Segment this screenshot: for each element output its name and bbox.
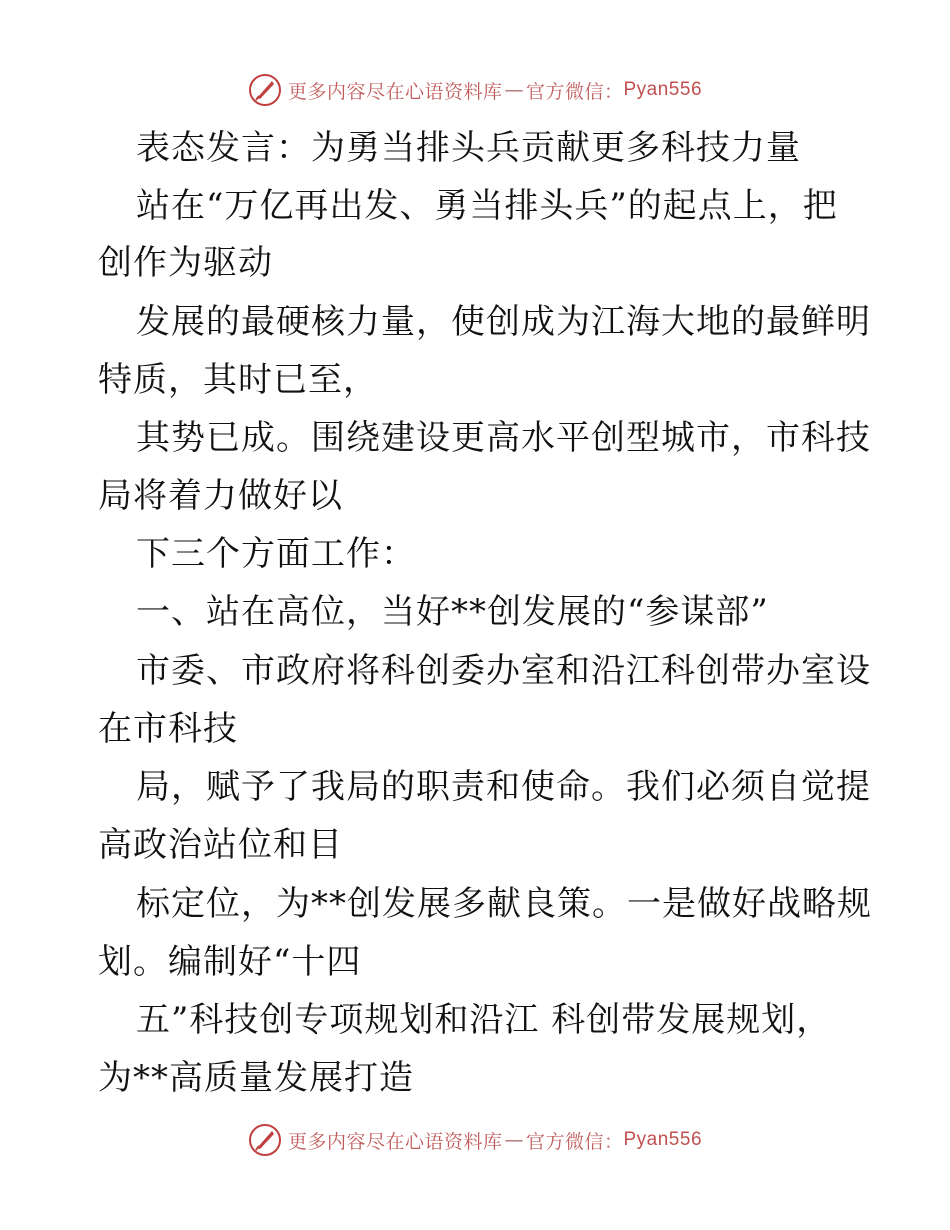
- paragraph-line: 标定位，为**创发展多献良策。一是做好战略规: [136, 884, 872, 924]
- watermark-dash: —: [504, 1129, 524, 1151]
- paragraph-line: 局，赋予了我局的职责和使命。我们必须自觉提: [136, 767, 871, 807]
- paragraph-line: 发展的最硬核力量，使创成为江海大地的最鲜明: [136, 302, 871, 342]
- paragraph-line: 五”科技创专项规划和沿江 科创带发展规划，: [136, 1000, 832, 1040]
- watermark-text: 更多内容尽在心语资料库: [287, 80, 503, 103]
- paragraph-line: 其势已成。围绕建设更高水平创型城市，市科技: [136, 418, 871, 458]
- header-watermark: [0, 72, 950, 108]
- paragraph-line: 市委、市政府将科创委办室和沿江科创带办室设: [136, 651, 871, 691]
- watermark-dash: —: [504, 79, 524, 101]
- feather-pen-icon: [248, 73, 282, 107]
- watermark-label: 官方微信：: [525, 80, 624, 103]
- paragraph-line: 局将着力做好以: [98, 476, 343, 516]
- paragraph-line: 站在“万亿再出发、勇当排头兵”的起点上，把: [136, 186, 838, 226]
- paragraph-line: 创作为驱动: [98, 243, 273, 283]
- watermark-handle: Pyan556: [623, 79, 703, 100]
- section-heading: 一、站在高位，当好**创发展的“参谋部”: [136, 592, 769, 632]
- footer-watermark: [0, 1122, 950, 1158]
- paragraph-line: 为**高质量发展打造: [98, 1058, 414, 1098]
- paragraph-line: 在市科技: [98, 709, 238, 749]
- watermark-text: 更多内容尽在心语资料库: [287, 1130, 503, 1153]
- paragraph-line: 下三个方面工作：: [136, 534, 416, 574]
- paragraph-line: 高政治站位和目: [98, 825, 343, 865]
- watermark-label: 官方微信：: [525, 1130, 624, 1153]
- paragraph-line: 特质，其时已至，: [98, 360, 378, 400]
- document-title: 表态发言：为勇当排头兵贡献更多科技力量: [136, 128, 801, 168]
- feather-pen-icon: [248, 1123, 282, 1157]
- paragraph-line: 划。编制好“十四: [98, 942, 362, 982]
- watermark-handle: Pyan556: [623, 1129, 703, 1150]
